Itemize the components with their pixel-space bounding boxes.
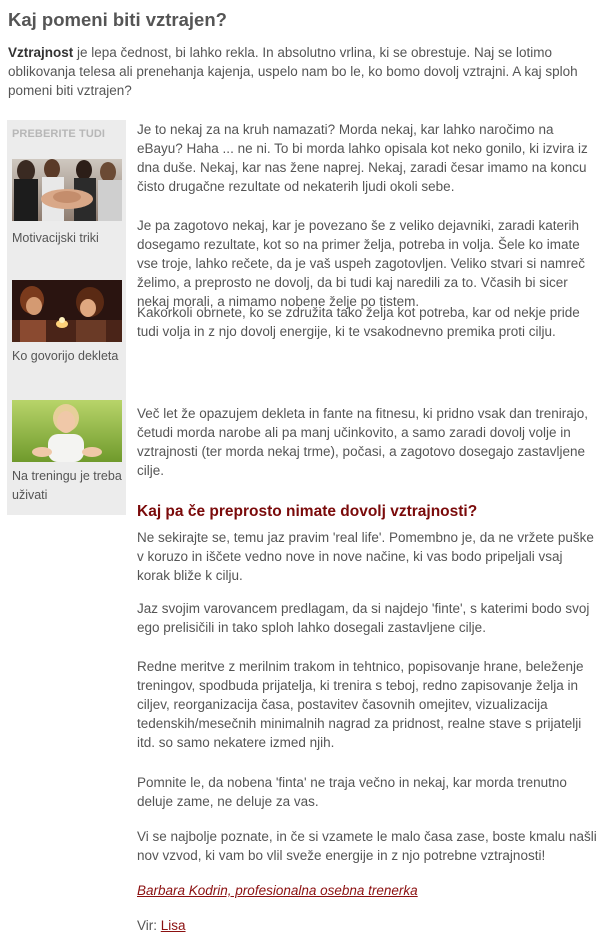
- related-sidebar: [7, 120, 126, 515]
- paragraph: Vi se najbolje poznate, in če si vzamete le malo časa zase, boste kmalu našli nov vzvod, ki vam bo vlil sveže energije in z njo potrebne vztrajnosti!: [137, 829, 597, 863]
- sidebar-item-girls-talk[interactable]: Ko govorijo dekleta: [12, 349, 119, 363]
- author-link[interactable]: Barbara Kodrin, profesionalna osebna trenerka: [137, 883, 418, 898]
- paragraph: Kakorkoli obrnete, ko se združita tako želja kot potreba, kar od nekje pride tudi volja in z njo dovolj energije, ki te vsakodnevno premika proti cilju.: [137, 305, 580, 339]
- article-title: Kaj pomeni biti vztrajen?: [8, 9, 227, 30]
- sidebar-item-motivation[interactable]: Motivacijski triki: [12, 231, 99, 245]
- source-link[interactable]: Lisa: [160, 918, 186, 933]
- source-line: [137, 916, 599, 935]
- paragraph: Pomnite le, da nobena 'finta' ne traja večno in nekaj, kar morda trenutno deluje zame, ne deluje za vas.: [137, 775, 567, 809]
- source-label: Vir:: [137, 918, 161, 933]
- paragraph: Redne meritve z merilnim trakom in tehtnico, popisovanje hrane, beleženje treningov, spodbuda prijatelja, ki trenira s teboj, redno zapisovanje želja in ciljev, reorganizacija časa, postavitev časovnih omejitev, vizualizacija tedenskih/mesečnih minimalnih nagrad za pridnost, realne stave s prijatelji itd. so samo nekatere izmed njih.: [137, 659, 584, 750]
- sidebar-item-image-training[interactable]: [12, 400, 122, 462]
- article-subheading: Kaj pa če preprosto nimate dovolj vztrajnosti?: [137, 503, 478, 520]
- paragraph: Ne sekirajte se, temu jaz pravim 'real life'. Pomembno je, da ne vržete puške v koruzo in iščete vedno nove in nove načine, ki vas bodo pripeljali vsaj korak bliže k cilju.: [137, 530, 594, 583]
- paragraph: Več let že opazujem dekleta in fante na fitnesu, ki pridno vsak dan trenirajo, četudi morda narobe ali pa manj učinkovito, a samo zaradi dovolj volje in vztrajnosti (ter morda nekaj trme), počasi, a zagotovo dosegajo zastavljene cilje.: [137, 406, 589, 478]
- women-candlelight-photo: [12, 280, 122, 342]
- paragraph: Jaz svojim varovancem predlagam, da si najdejo 'finte', s katerimi bodo svoj ego prelisičili in tako sploh lahko dosegali zastavljene cilje.: [137, 601, 590, 635]
- paragraph: Je to nekaj za na kruh namazati? Morda nekaj, kar lahko naročimo na eBayu? Haha ... ne ni. To bi morda lahko opisala kot neko gonilo, ki izvira iz dna duše. Nekaj, kar nas žene naprej. Nekaj, zaradi česar imamo na koncu čisto drugačne rezultate od nekaterih ljudi okoli sebe.: [137, 122, 588, 194]
- team-hands-photo: [12, 159, 122, 221]
- author-line: [137, 881, 599, 900]
- article-intro: [8, 43, 600, 100]
- sidebar-item-image-girls-talk[interactable]: [12, 280, 122, 342]
- sidebar-item-training[interactable]: Na treningu je treba uživati: [12, 469, 122, 502]
- sidebar-title: PREBERITE TUDI: [12, 128, 106, 140]
- woman-on-grass-photo: [12, 400, 122, 462]
- paragraph: Je pa zagotovo nekaj, kar je povezano še z veliko dejavniki, zaradi katerih dosegamo rezultate, kot so na primer želja, potreba in volja. Šele ko imate vse troje, lahko rečete, da je vaš uspeh zagotovljen. Veliko stvari si namreč želimo, a preprosto ne dovolj, da bi tudi kaj naredili za to. Včasih bi sicer nekaj morali, a nimamo nobene želje po tistem.: [137, 218, 585, 309]
- intro-bold-word: Vztrajnost: [8, 45, 74, 60]
- sidebar-item-image-motivation[interactable]: [12, 159, 122, 221]
- intro-text: je lepa čednost, bi lahko rekla. In absolutno vrlina, ki se obrestuje. Naj se lotimo oblikovanja telesa ali prenehanja kajenja, uspelo nam bo le, ko bomo dovolj vztrajni. A kaj sploh pomeni biti vztrajen?: [8, 45, 578, 98]
